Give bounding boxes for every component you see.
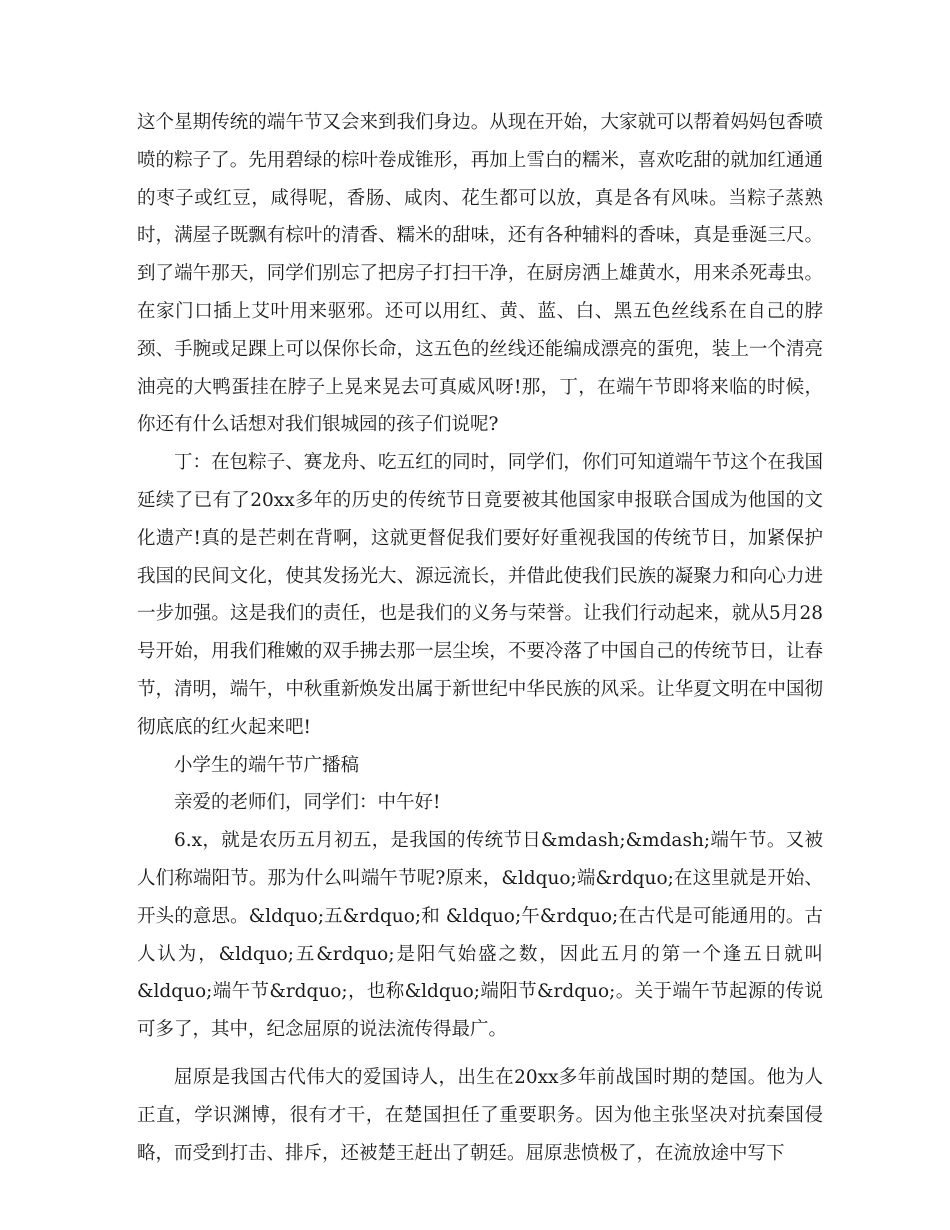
paragraph-4: 屈原是我国古代伟大的爱国诗人，出生在20xx多年前战国时期的楚国。他为人正直，学识渊博，很有才干，在楚国担任了重要职务。因为他主张坚决对抗秦国侵略，而受到打击、排斥，还被楚王赶出了朝廷。屈原悲愤极了，在流放途中写下	[137, 1066, 823, 1164]
paragraph-1: 这个星期传统的端午节又会来到我们身边。从现在开始，大家就可以帮着妈妈包香喷喷的粽子了。先用碧绿的棕叶卷成锥形，再加上雪白的糯米，喜欢吃甜的就加红通通的枣子或红豆，咸得呢，香肠、咸肉、花生都可以放，真是各有风味。当粽子蒸熟时，满屋子既飘有棕叶的清香、糯米的甜味，还有各种辅料的香味，真是垂涎三尺。到了端午那天，同学们别忘了把房子打扫干净，在厨房洒上雄黄水，用来杀死毒虫。在家门口插上艾叶用来驱邪。还可以用红、黄、蓝、白、黑五色丝线系在自己的脖颈、手腕或足踝上可以保你长命，这五色的丝线还能编成漂亮的蛋兜，装上一个清亮油亮的大鸭蛋挂在脖子上晃来晃去可真威风呀!那，丁，在端午节即将来临的时候，你还有什么话想对我们银城园的孩子们说呢?	[137, 112, 823, 436]
document-body	[137, 104, 823, 1172]
paragraph-3: 6.x，就是农历五月初五，是我国的传统节日&mdash;&mdash;端午节。又被人们称端阳节。那为什么叫端午节呢?原来，&ldquo;端&rdquo;在这里就是开始、开头的意思。&ldquo;五&rdquo;和 &ldquo;午&rdquo;在古代是可能通用的。古人认为，&ldquo;五&rdquo;是阳气始盛之数，因此五月的第一个逢五日就叫&ldquo;端午节&rdquo;，也称&ldquo;端阳节&rdquo;。关于端午节起源的传说可多了，其中，纪念屈原的说法流传得最广。	[137, 830, 823, 1041]
greeting-line: 亲爱的老师们，同学们：中午好!	[174, 792, 441, 814]
paragraph-2: 丁：在包粽子、赛龙舟、吃五红的同时，同学们，你们可知道端午节这个在我国延续了已有了20xx多年的历史的传统节日竟要被其他国家申报联合国成为他国的文化遗产!真的是芒刺在背啊，这就更督促我们要好好重视我国的传统节日，加紧保护我国的民间文化，使其发扬光大、源远流长，并借此使我们民族的凝聚力和向心力进一步加强。这是我们的责任，也是我们的义务与荣誉。让我们行动起来，就从5月28号开始，用我们稚嫩的双手拂去那一层尘埃，不要冷落了中国自己的传统节日，让春节，清明，端午，中秋重新焕发出属于新世纪中华民族的风采。让华夏文明在中国彻彻底底的红火起来吧!	[137, 452, 823, 738]
section-heading: 小学生的端午节广播稿	[174, 754, 360, 776]
